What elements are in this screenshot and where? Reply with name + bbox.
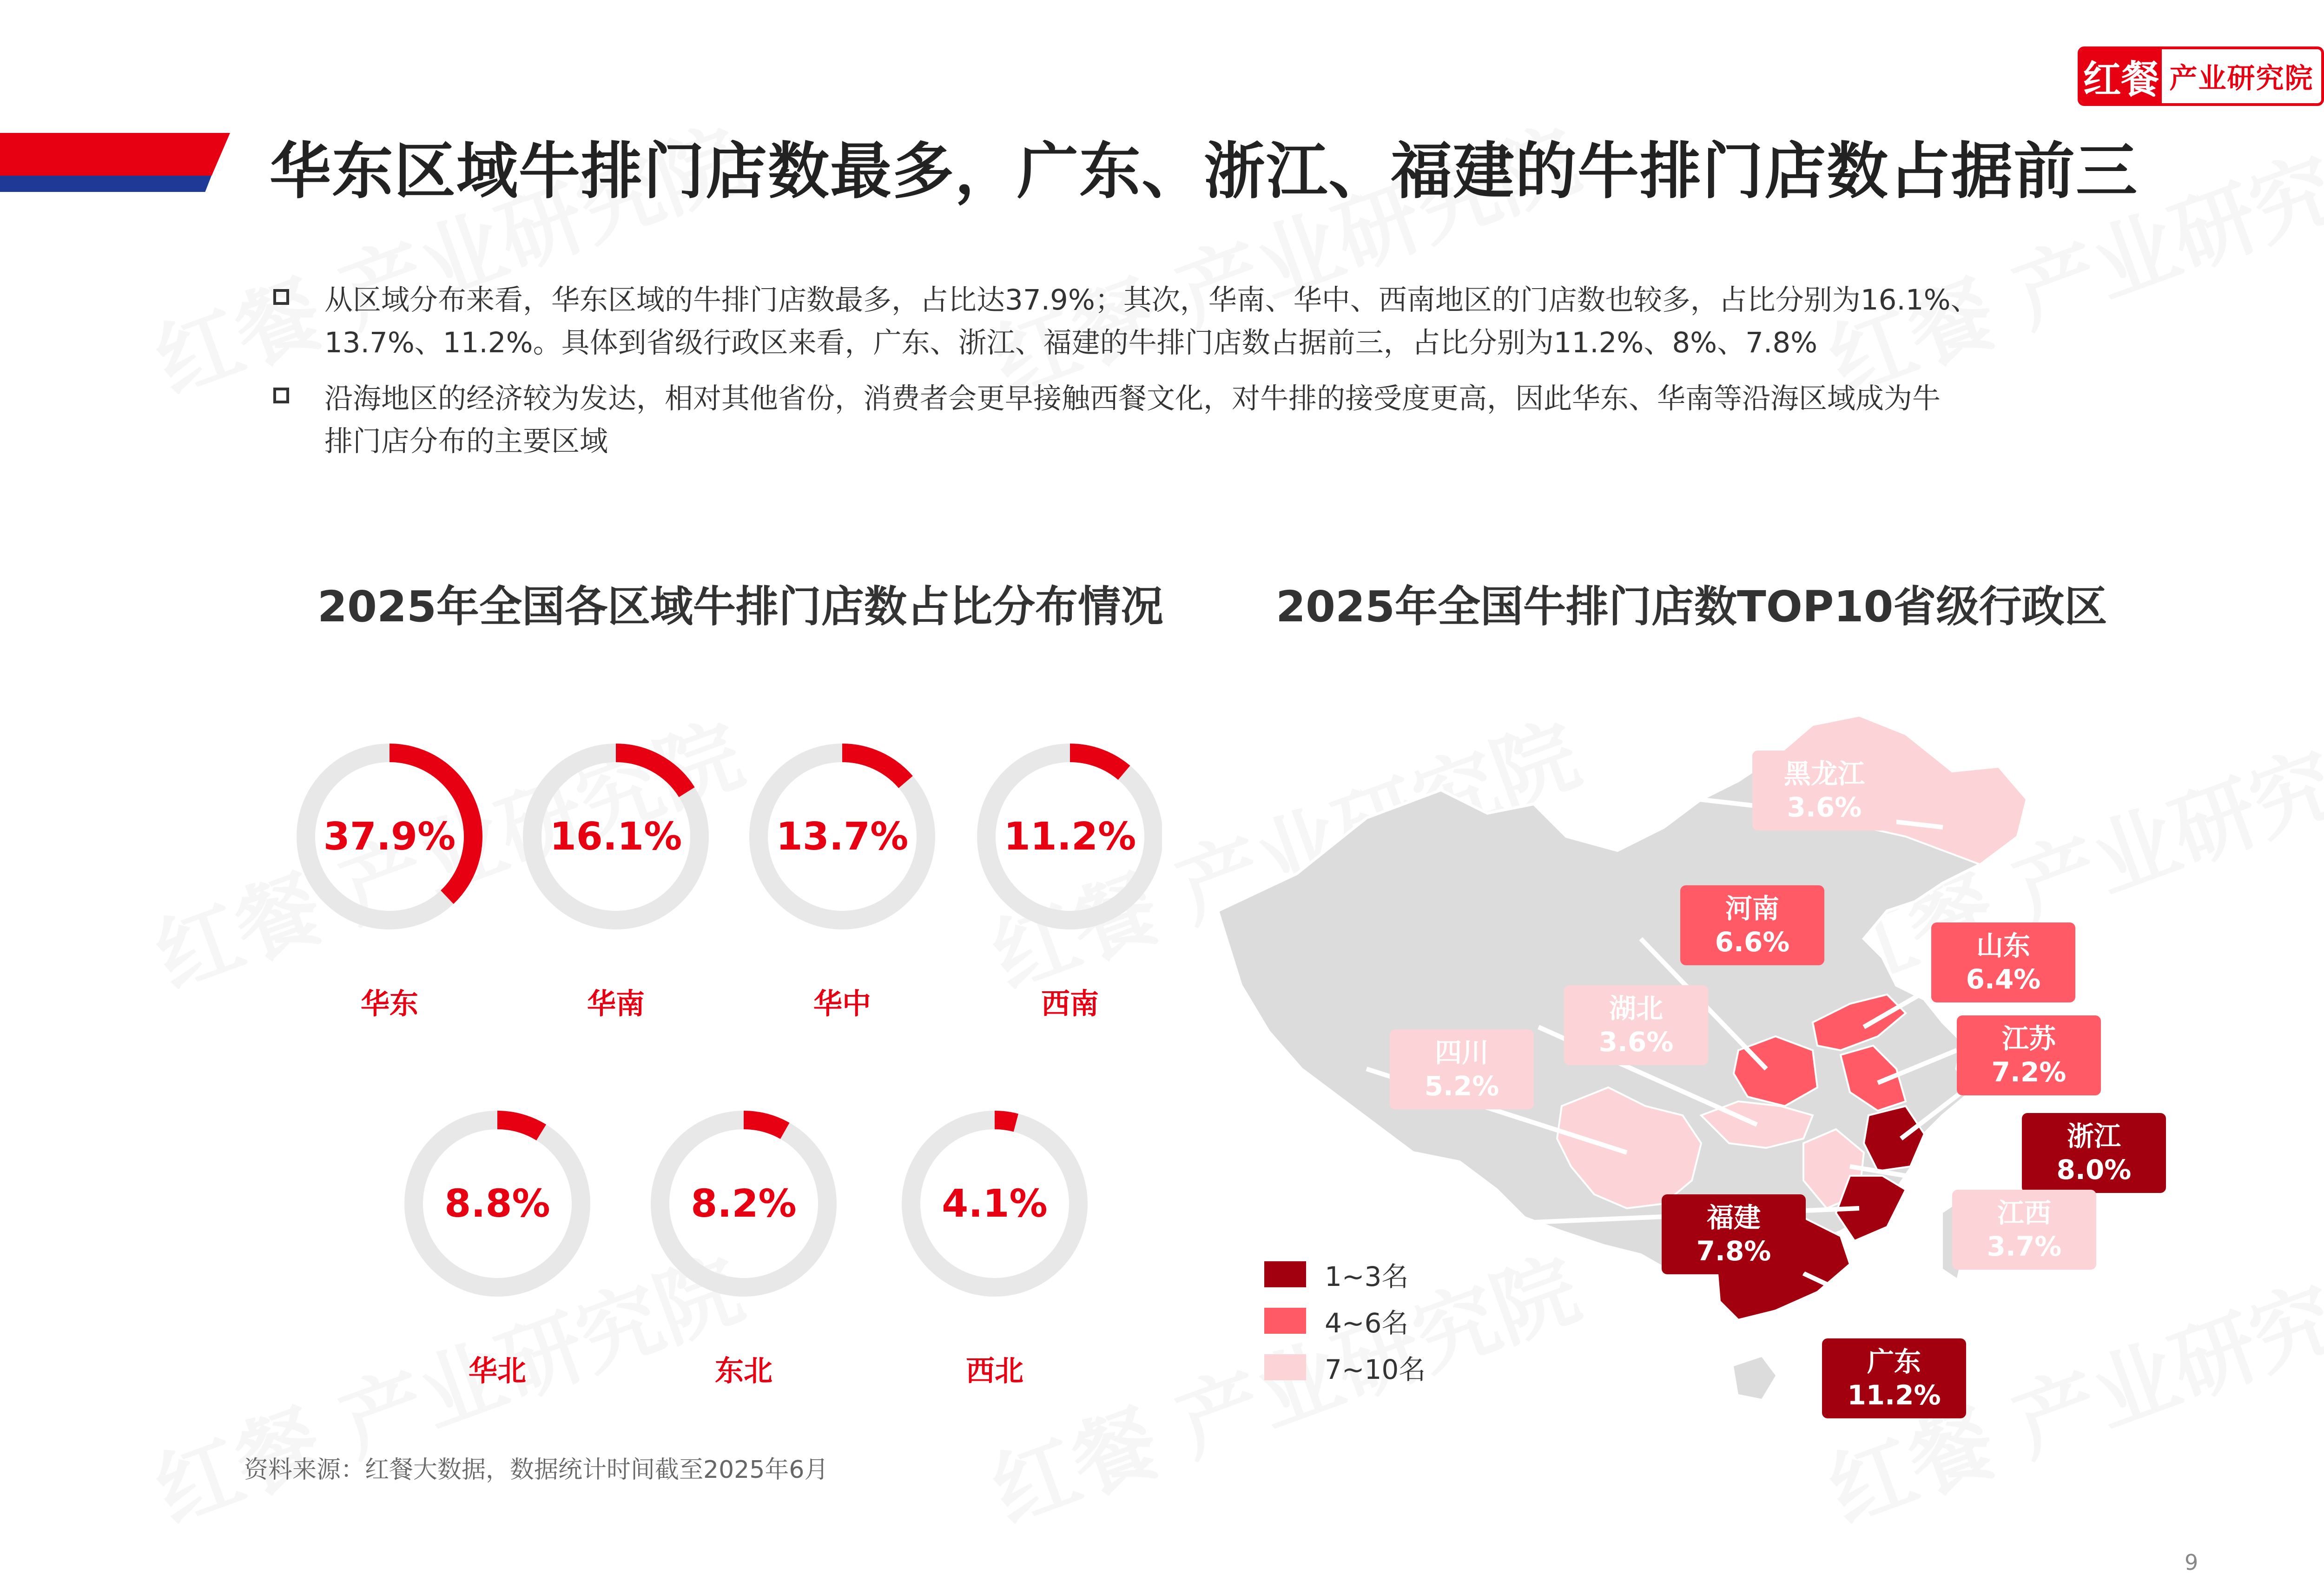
- donut-category-label: 华东: [360, 987, 418, 1021]
- donut-category-label: 华中: [813, 987, 871, 1021]
- map-callout-shandong: [1931, 922, 2075, 1002]
- legend-swatch: [1264, 1308, 1306, 1334]
- map-callout-zhejiang: [2022, 1113, 2166, 1193]
- callout-name: 四川: [1434, 1037, 1489, 1068]
- legend-swatch: [1264, 1354, 1306, 1380]
- map-callout-jiangsu: [1957, 1015, 2101, 1095]
- donut-category-label: 西北: [965, 1354, 1023, 1388]
- callout-value: 7.8%: [1696, 1235, 1771, 1267]
- map-callout-fujian: [1662, 1194, 1806, 1274]
- donut-value-label: 4.1%: [942, 1182, 1048, 1226]
- callout-value: 7.2%: [1991, 1056, 2067, 1088]
- callout-value: 3.6%: [1598, 1026, 1674, 1058]
- leader-line: [1803, 1273, 1952, 1343]
- callout-name: 广东: [1867, 1346, 1921, 1377]
- callout-name: 黑龙江: [1783, 758, 1865, 790]
- callout-value: 3.7%: [1987, 1231, 2062, 1262]
- callout-name: 河南: [1725, 893, 1779, 924]
- donut-category-label: 华南: [587, 987, 645, 1021]
- map-legend-item: [1264, 1255, 1408, 1294]
- legend-swatch: [1264, 1261, 1306, 1287]
- map-callout-jiangxi: [1952, 1190, 2096, 1270]
- donut-value-label: 11.2%: [1004, 815, 1136, 859]
- callout-name: 山东: [1976, 930, 2030, 962]
- legend-label: 7~10名: [1325, 1354, 1426, 1385]
- callout-value: 6.6%: [1715, 926, 1790, 958]
- donut-chart-title: 2025年全国各区域牛排门店数占比分布情况: [317, 582, 1164, 632]
- map-callout-guangdong: [1822, 1338, 1966, 1418]
- donut-value-label: 16.1%: [549, 815, 682, 859]
- callout-value: 6.4%: [1966, 963, 2041, 995]
- map-legend-item: [1264, 1348, 1426, 1387]
- map-callout-heilongjiang: [1752, 751, 1896, 830]
- callout-name: 湖北: [1609, 993, 1663, 1024]
- bullet-line: 13.7%、11.2%。具体到省级行政区来看，广东、浙江、福建的牛排门店数占据前三，占比分别为11.2%、8%、7.8%: [324, 326, 1818, 359]
- logo-mark: 红餐: [2080, 49, 2162, 103]
- bullet-line: 从区域分布来看，华东区域的牛排门店数最多，占比达37.9%；其次，华南、华中、西南地区的门店数也较多，占比分别为16.1%、: [324, 283, 1979, 316]
- callout-value: 8.0%: [2056, 1154, 2132, 1186]
- map-callout-henan: [1680, 885, 1824, 965]
- donut-value-label: 37.9%: [323, 815, 456, 859]
- map-chart-title: 2025年全国牛排门店数TOP10省级行政区: [1276, 582, 2107, 632]
- map-callout-hubei: [1564, 985, 1708, 1065]
- brand-logo: [2078, 46, 2324, 106]
- callout-value: 5.2%: [1424, 1070, 1499, 1102]
- donut-value-label: 8.8%: [444, 1182, 550, 1226]
- donut-category-label: 西南: [1041, 987, 1099, 1021]
- donut-value-label: 13.7%: [776, 815, 909, 859]
- donut-category-label: 东北: [714, 1354, 772, 1388]
- page-number: 9: [2185, 1550, 2199, 1575]
- map-callout-sichuan: [1390, 1029, 1534, 1109]
- donut-category-label: 华北: [468, 1354, 526, 1388]
- map-hainan: [1734, 1357, 1776, 1399]
- legend-label: 1~3名: [1325, 1261, 1409, 1292]
- donut-chart: [0, 0, 1162, 1394]
- callout-value: 3.6%: [1787, 791, 1862, 823]
- source-note: 资料来源：红餐大数据，数据统计时间截至2025年6月: [244, 1456, 829, 1484]
- legend-label: 4~6名: [1325, 1307, 1409, 1339]
- callout-name: 江苏: [2001, 1023, 2056, 1054]
- donut-value-label: 8.2%: [691, 1182, 797, 1226]
- callout-name: 浙江: [2067, 1120, 2121, 1152]
- bullet-line: 沿海地区的经济较为发达，相对其他省份，消费者会更早接触西餐文化，对牛排的接受度更高，因此华东、华南等沿海区域成为牛: [324, 382, 1941, 415]
- page-title: 华东区域牛排门店数最多，广东、浙江、福建的牛排门店数占据前三: [270, 136, 2138, 207]
- callout-name: 江西: [1997, 1197, 2051, 1229]
- logo-text: 产业研究院: [2169, 62, 2314, 95]
- callout-name: 福建: [1706, 1202, 1761, 1233]
- bullet-line: 排门店分布的主要区域: [324, 425, 608, 458]
- map-legend-item: [1264, 1301, 1408, 1340]
- callout-value: 11.2%: [1847, 1379, 1941, 1411]
